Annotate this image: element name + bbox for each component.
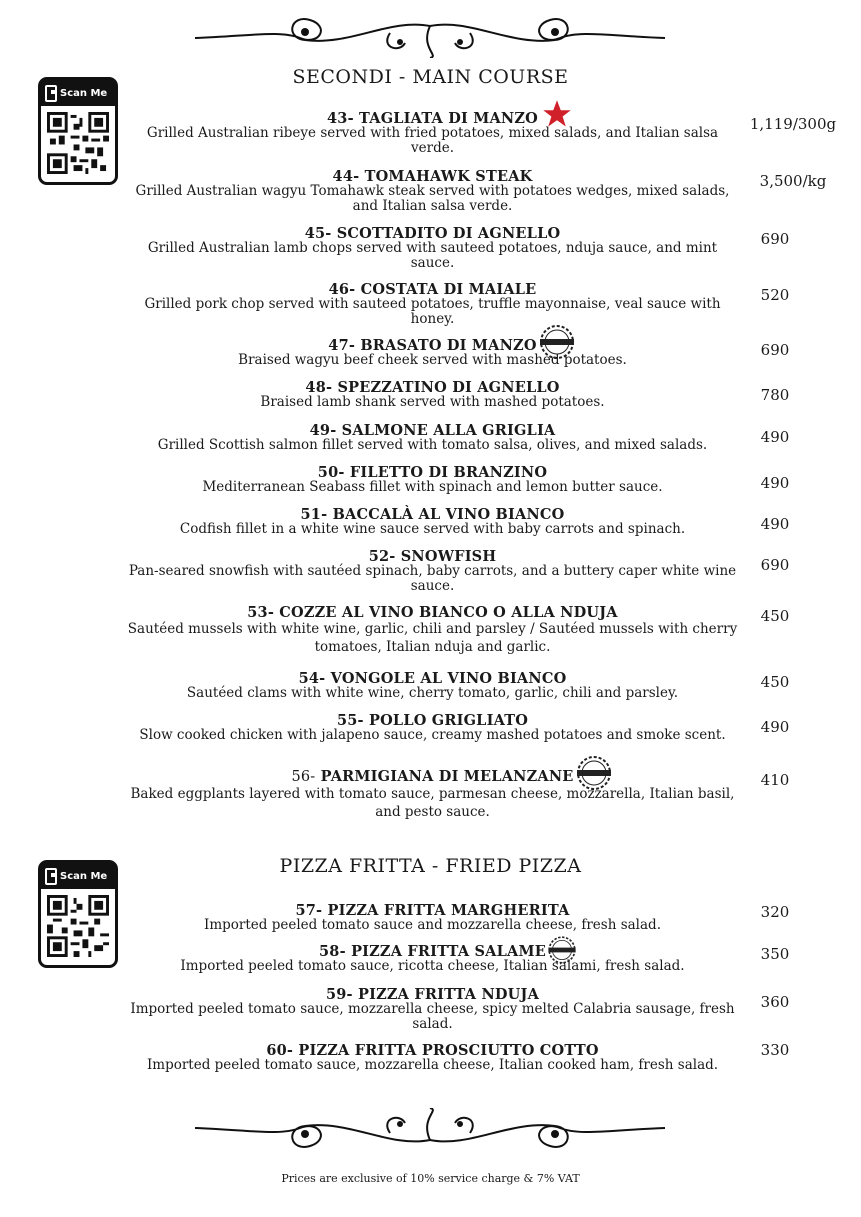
- item-price: 490: [760, 515, 790, 533]
- item-number: 43-: [327, 110, 354, 127]
- item-price: 350: [760, 945, 790, 963]
- item-name: PIZZA FRITTA NDUJA: [358, 986, 540, 1003]
- item-description: Grilled Australian lamb chops served with sauteed potatoes, nduja sauce, and mint sauce.: [147, 240, 718, 271]
- item-description: Pan-seared snowfish with sautéed spinach, baby carrots, and a buttery caper white wine sauce.: [128, 563, 737, 594]
- item-name: POLLO GRIGLIATO: [368, 712, 529, 729]
- item-price: 690: [760, 230, 790, 248]
- phone-icon: [45, 85, 57, 102]
- item-name: BACCALÀ AL VINO BIANCO: [332, 506, 565, 523]
- item-name: PARMIGIANA DI MELANZANE: [320, 768, 574, 785]
- item-name: PIZZA FRITTA SALAME: [351, 943, 546, 960]
- item-name: COZZE AL VINO BIANCO O ALLA NDUJA: [279, 604, 618, 621]
- menu-item-59: [125, 986, 740, 1032]
- item-price: 360: [760, 993, 790, 1011]
- menu-item-45: [125, 225, 740, 271]
- item-name: SPEZZATINO DI AGNELLO: [337, 379, 560, 396]
- item-name: BRASATO DI MANZO: [360, 337, 537, 354]
- menu-item-58: [125, 943, 740, 974]
- menu-item-48: [125, 379, 740, 410]
- qr-label: Scan Me: [60, 870, 108, 882]
- qr-code-icon: [47, 112, 109, 174]
- section-title-main-course: SECONDI - MAIN COURSE: [292, 66, 569, 88]
- item-description: Grilled pork chop served with sauteed potatoes, truffle mayonnaise, veal sauce with honey.: [144, 296, 721, 327]
- item-description: Sautéed clams with white wine, cherry tomato, garlic, chili and parsley.: [186, 685, 679, 701]
- item-description: Imported peeled tomato sauce and mozzarella cheese, fresh salad.: [204, 917, 661, 933]
- item-description: Slow cooked chicken with jalapeno sauce, creamy mashed potatoes and smoke scent.: [139, 727, 726, 743]
- item-description: Sautéed mussels with white wine, garlic, chili and parsley / Sautéed mussels with cherry tomatoes, Italian nduja and garlic.: [127, 621, 738, 655]
- menu-item-60: [125, 1042, 740, 1073]
- item-price: 490: [760, 718, 790, 736]
- item-price: 330: [760, 1041, 790, 1059]
- item-price: 690: [760, 556, 790, 574]
- menu-item-56: [125, 768, 740, 821]
- item-description: Braised lamb shank served with mashed potatoes.: [260, 394, 605, 410]
- menu-item-47: [125, 337, 740, 368]
- recommended-badge-icon: [574, 753, 614, 793]
- recommended-badge-icon: [537, 322, 577, 362]
- star-icon: [542, 99, 572, 129]
- menu-item-55: [125, 712, 740, 743]
- item-name: SALMONE ALLA GRIGLIA: [341, 422, 556, 439]
- item-description: Imported peeled tomato sauce, ricotta cheese, Italian salami, fresh salad.: [180, 958, 685, 974]
- qr-code-icon: [47, 895, 109, 957]
- menu-item-51: [125, 506, 740, 537]
- footer-note: Prices are exclusive of 10% service charge & 7% VAT: [281, 1172, 580, 1185]
- item-number: 44-: [332, 168, 360, 185]
- item-price: 450: [760, 673, 790, 691]
- menu-item-44: [125, 168, 740, 214]
- item-price: 520: [760, 286, 790, 304]
- item-name: SCOTTADITO DI AGNELLO: [336, 225, 561, 242]
- item-name: COSTATA DI MAIALE: [360, 281, 537, 298]
- item-description: Mediterranean Seabass fillet with spinach and lemon butter sauce.: [202, 479, 663, 495]
- item-description: Grilled Scottish salmon fillet served with tomato salsa, olives, and mixed salads.: [157, 437, 708, 453]
- menu-item-49: [125, 422, 740, 453]
- menu-item-53: [125, 604, 740, 656]
- item-number: 53-: [247, 604, 275, 621]
- item-name: TAGLIATA DI MANZO: [359, 110, 538, 127]
- item-number: 48-: [305, 379, 333, 396]
- item-number: 47-: [328, 337, 356, 354]
- item-number: 59-: [325, 986, 353, 1003]
- item-price: 1,119/300g: [749, 115, 837, 133]
- menu-item-46: [125, 281, 740, 327]
- item-number: 55-: [336, 712, 364, 729]
- item-number: 60-: [266, 1042, 294, 1059]
- item-description: Imported peeled tomato sauce, mozzarella cheese, spicy melted Calabria sausage, fresh salad.: [130, 1001, 735, 1032]
- item-name: TOMAHAWK STEAK: [364, 168, 533, 185]
- item-name: PIZZA FRITTA PROSCIUTTO COTTO: [298, 1042, 599, 1059]
- section-title-fried-pizza: PIZZA FRITTA - FRIED PIZZA: [279, 855, 582, 877]
- top-flourish-ornament: [190, 8, 670, 58]
- item-price: 410: [760, 771, 790, 789]
- qr-code-fried-pizza[interactable]: [38, 860, 118, 968]
- qr-label: Scan Me: [60, 87, 108, 99]
- bottom-flourish-ornament: [190, 1108, 670, 1158]
- item-number: 50-: [317, 464, 345, 481]
- item-number: 45-: [304, 225, 332, 242]
- item-number: 57-: [295, 902, 323, 919]
- menu-item-57: [125, 902, 740, 933]
- item-number: 54-: [298, 670, 326, 687]
- item-price: 690: [760, 341, 790, 359]
- item-description: Grilled Australian ribeye served with fried potatoes, mixed salads, and Italian salsa verde.: [146, 125, 719, 156]
- item-price: 3,500/kg: [759, 172, 827, 190]
- item-price: 450: [760, 607, 790, 625]
- phone-icon: [45, 868, 57, 885]
- item-number: 58-: [319, 943, 346, 960]
- menu-item-43: [125, 110, 740, 156]
- item-name: VONGOLE AL VINO BIANCO: [330, 670, 567, 687]
- item-number: 49-: [309, 422, 337, 439]
- item-name: FILETTO DI BRANZINO: [349, 464, 548, 481]
- menu-item-54: [125, 670, 740, 701]
- item-number: 52-: [368, 548, 396, 565]
- item-number: 56-: [291, 769, 316, 785]
- item-number: 46-: [328, 281, 356, 298]
- qr-code-main-course[interactable]: [38, 77, 118, 185]
- item-description: Baked eggplants layered with tomato sauce, parmesan cheese, mozzarella, Italian basil, and pesto sauce.: [130, 786, 735, 820]
- item-price: 490: [760, 474, 790, 492]
- item-description: Codfish fillet in a white wine sauce served with baby carrots and spinach.: [179, 521, 686, 537]
- item-description: Imported peeled tomato sauce, mozzarella cheese, Italian cooked ham, fresh salad.: [146, 1057, 719, 1073]
- item-price: 490: [760, 428, 790, 446]
- item-description: Braised wagyu beef cheek served with mashed potatoes.: [238, 352, 627, 368]
- item-name: PIZZA FRITTA MARGHERITA: [327, 902, 570, 919]
- item-price: 780: [760, 386, 790, 404]
- menu-item-50: [125, 464, 740, 495]
- menu-item-52: [125, 548, 740, 594]
- item-number: 51-: [300, 506, 328, 523]
- item-price: 320: [760, 903, 790, 921]
- recommended-badge-icon: [546, 934, 578, 966]
- item-description: Grilled Australian wagyu Tomahawk steak served with potatoes wedges, mixed salads, and Italian salsa verde.: [135, 183, 730, 214]
- item-name: SNOWFISH: [400, 548, 497, 565]
